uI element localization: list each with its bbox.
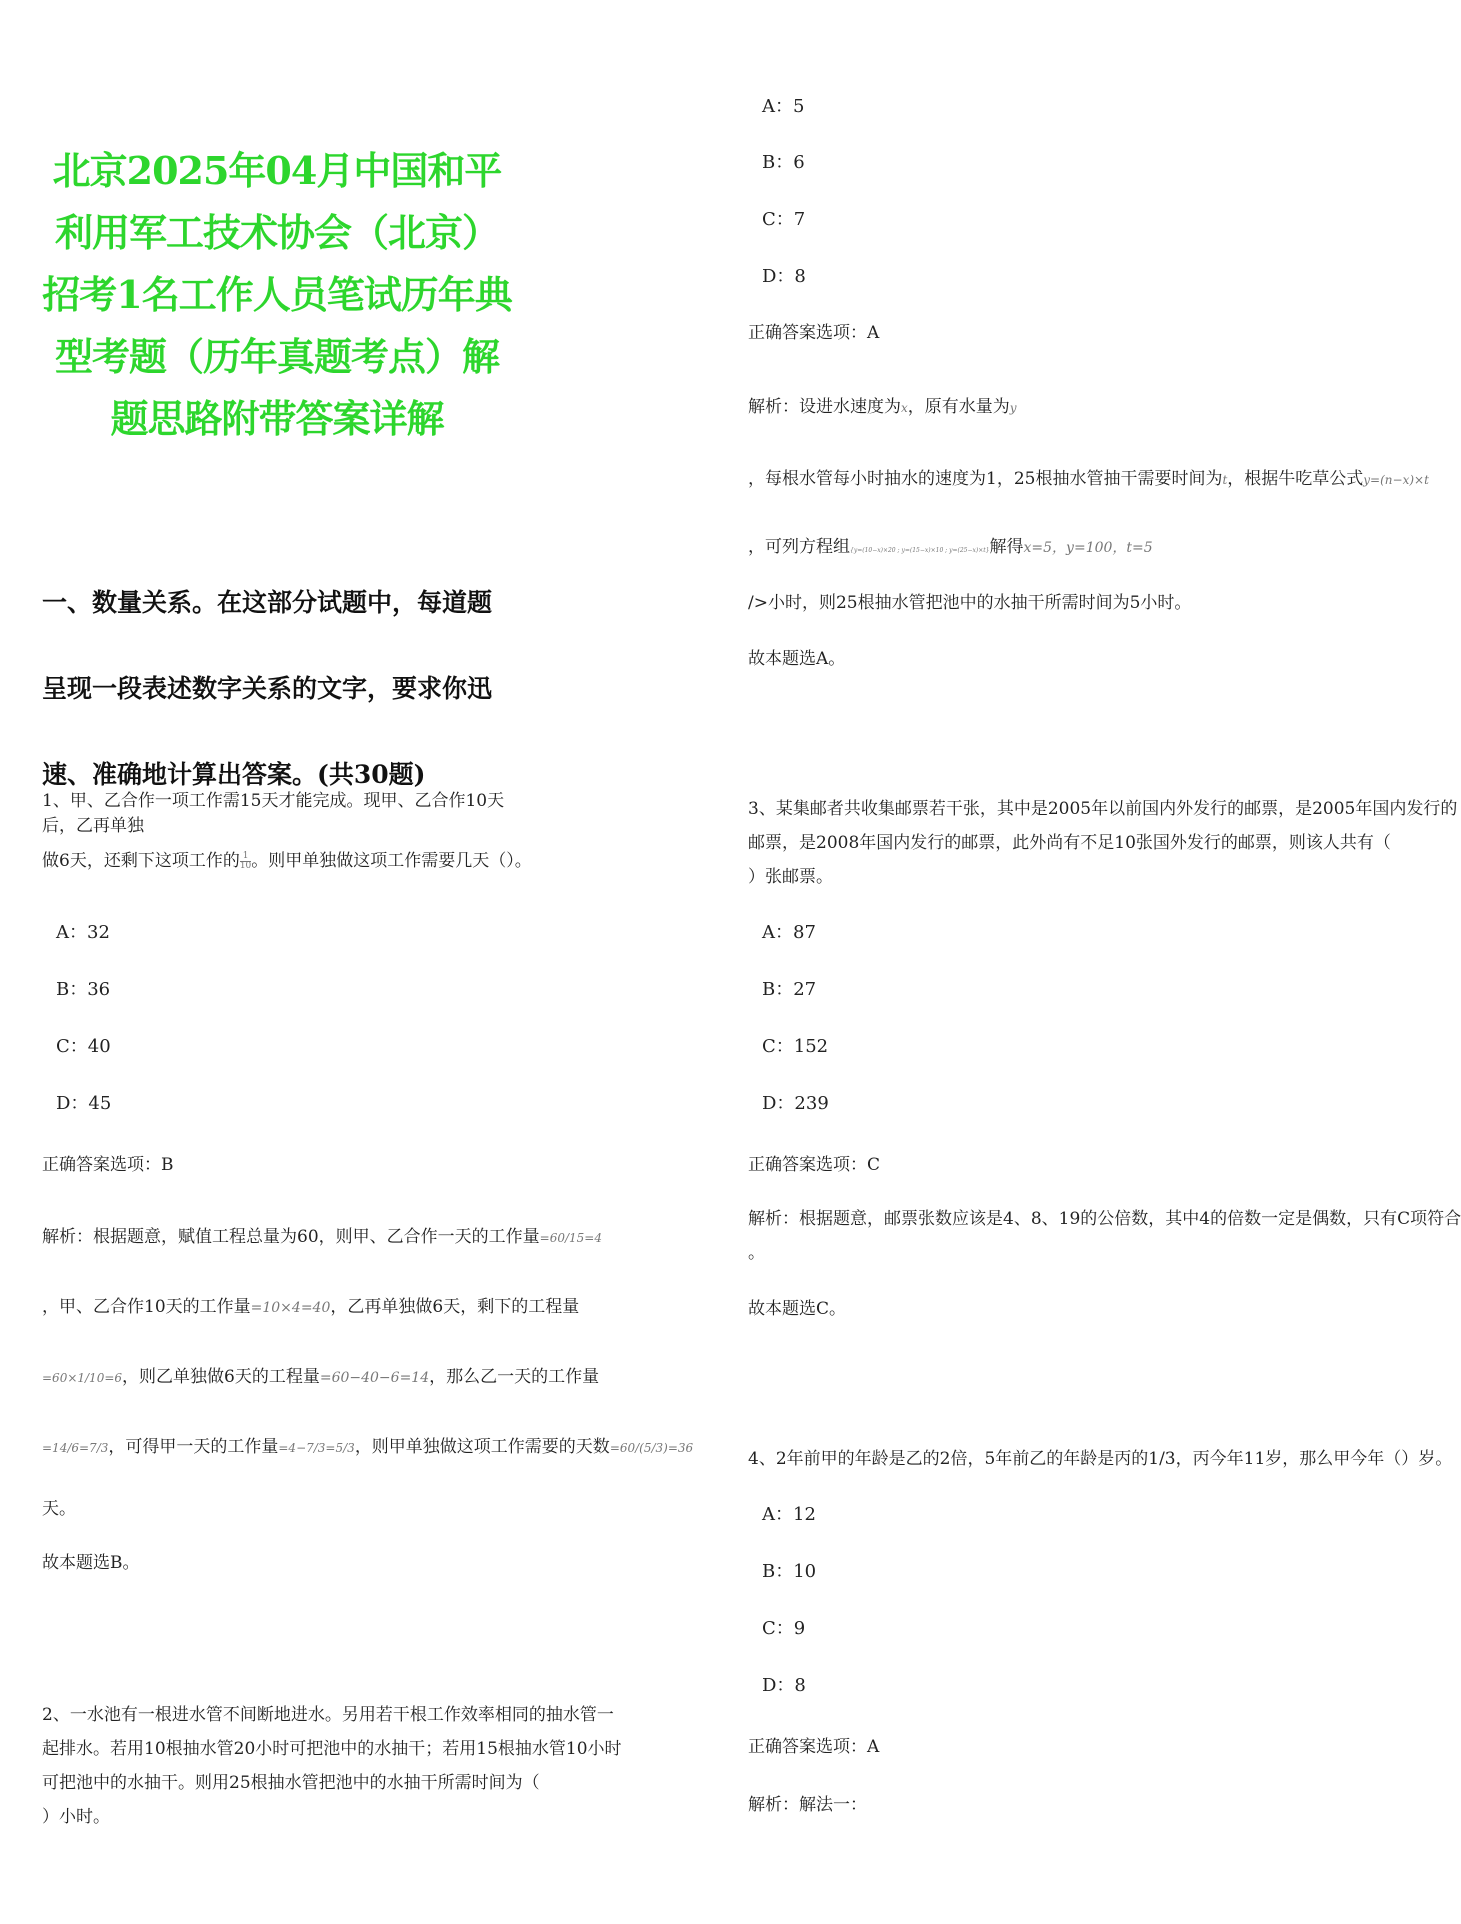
formula-6: =4−7/3=5/3	[278, 1441, 355, 1455]
formula-2: =10×4=40	[250, 1300, 331, 1316]
formula-solution: x=5，y=100，t=5	[1023, 540, 1153, 556]
question-3-option-d: D：239	[762, 1093, 829, 1114]
question-4-answer: 正确答案选项：A	[748, 1737, 880, 1757]
question-1-stem-text: 做6天，还剩下这项工作的	[42, 851, 240, 871]
question-1-analysis-line-5: 天。	[42, 1499, 76, 1519]
question-1-option-a: A：32	[56, 922, 110, 943]
question-2-stem-line-3: 可把池中的水抽干。则用25根抽水管把池中的水抽干所需时间为（	[42, 1773, 540, 1793]
question-1-fraction: $\frac{1}{10}$	[239, 851, 252, 871]
question-3-answer: 正确答案选项：C	[748, 1155, 881, 1175]
question-4-option-a: A：12	[762, 1504, 816, 1525]
question-2-option-b: B：6	[762, 152, 805, 173]
question-1-stem-line-1: 1、甲、乙合作一项工作需15天才能完成。现甲、乙合作10天后，乙再单独	[42, 791, 505, 836]
formula-5: =14/6=7/3	[42, 1441, 109, 1455]
question-2-analysis-line-1: 解析：设进水速度为x，原有水量为y	[748, 397, 1017, 417]
question-3-option-a: A：87	[762, 922, 816, 943]
question-2-analysis-line-3: ，可列方程组{y=(10−x)×20 ; y=(15−x)×10 ; y=(25−x)×t}解得x=5，y=100，t=5	[748, 537, 1153, 557]
question-4-analysis: 解析：解法一：	[748, 1795, 867, 1815]
question-3-conclusion: 故本题选C。	[748, 1299, 847, 1319]
question-2-analysis-line-4: />小时，则25根抽水管把池中的水抽干所需时间为5小时。	[748, 593, 1192, 613]
formula-3: =60×1/10=6	[42, 1371, 123, 1385]
question-4-option-c: C：9	[762, 1618, 806, 1639]
question-2-stem-line-2: 起排水。若用10根抽水管20小时可把池中的水抽干；若用15根抽水管10小时	[42, 1739, 622, 1759]
formula-1: =60/15=4	[539, 1231, 602, 1245]
question-2-conclusion: 故本题选A。	[748, 649, 846, 669]
question-4-option-b: B：10	[762, 1561, 817, 1582]
formula-equation-system: {y=(10−x)×20 ; y=(15−x)×10 ; y=(25−x)×t}	[850, 547, 990, 554]
question-4-option-d: D：8	[762, 1675, 806, 1696]
question-3-stem-line-3: ）张邮票。	[748, 867, 833, 887]
question-3-analysis-line-1: 解析：根据题意，邮票张数应该是4、8、19的公倍数，其中4的倍数一定是偶数，只有C项符合	[748, 1209, 1461, 1229]
question-2-option-a: A：5	[762, 96, 805, 117]
question-1-conclusion: 故本题选B。	[42, 1553, 140, 1573]
question-3-option-c: C：152	[762, 1036, 829, 1057]
formula-cow-grass: y=(n−x)×t	[1363, 473, 1429, 487]
question-2-option-c: C：7	[762, 209, 806, 230]
question-1-option-d: D：45	[56, 1093, 112, 1114]
section-heading: 一、数量关系。在这部分试题中，每道题呈现一段表述数字关系的文字，要求你迅速、准确地计算出答案。(共30题)	[42, 588, 493, 789]
question-1-stem-line-2	[42, 846, 532, 871]
question-1-option-c: C：40	[56, 1036, 111, 1057]
question-1-analysis-line-3: =60×1/10=6，则乙单独做6天的工程量=60−40−6=14，那么乙一天的工作量	[42, 1367, 600, 1387]
question-1-answer: 正确答案选项：B	[42, 1155, 174, 1175]
question-1-analysis-line-2: ，甲、乙合作10天的工作量=10×4=40，乙再单独做6天，剩下的工程量	[42, 1297, 580, 1317]
question-2-stem-line-1: 2、一水池有一根进水管不间断地进水。另用若干根工作效率相同的抽水管一	[42, 1705, 614, 1725]
formula-7: =60/(5/3)=36	[609, 1441, 694, 1455]
question-3-analysis-line-2: 。	[748, 1243, 765, 1263]
formula-4: =60−40−6=14	[319, 1370, 430, 1386]
question-1-stem-text-end: 。则甲单独做这项工作需要几天（）。	[251, 851, 532, 871]
question-1-analysis-line-4: =14/6=7/3，可得甲一天的工作量=4−7/3=5/3，则甲单独做这项工作需要的天数=60/(5/3)=36	[42, 1437, 694, 1457]
question-3-stem-line-1: 3、某集邮者共收集邮票若干张，其中是2005年以前国内外发行的邮票，是2005年国内发行的	[748, 799, 1458, 819]
question-2-option-d: D：8	[762, 266, 806, 287]
question-2-stem-line-4: ）小时。	[42, 1807, 110, 1827]
question-3-option-b: B：27	[762, 979, 817, 1000]
question-2-analysis-line-2: ，每根水管每小时抽水的速度为1，25根抽水管抽干需要时间为t，根据牛吃草公式y=(n−x)×t	[748, 469, 1429, 489]
question-3-stem-line-2: 邮票，是2008年国内发行的邮票，此外尚有不足10张国外发行的邮票，则该人共有（	[748, 833, 1391, 853]
question-4-stem: 4、2年前甲的年龄是乙的2倍，5年前乙的年龄是丙的1/3，丙今年11岁，那么甲今年（）岁。	[748, 1449, 1453, 1469]
document-title: 北京2025年04月中国和平利用军工技术协会（北京）招考1名工作人员笔试历年典型考题（历年真题考点）解题思路附带答案详解	[42, 148, 512, 441]
question-1-analysis-line-1: 解析：根据题意，赋值工程总量为60，则甲、乙合作一天的工作量=60/15=4	[42, 1227, 602, 1247]
question-1-option-b: B：36	[56, 979, 111, 1000]
question-2-answer: 正确答案选项：A	[748, 323, 880, 343]
